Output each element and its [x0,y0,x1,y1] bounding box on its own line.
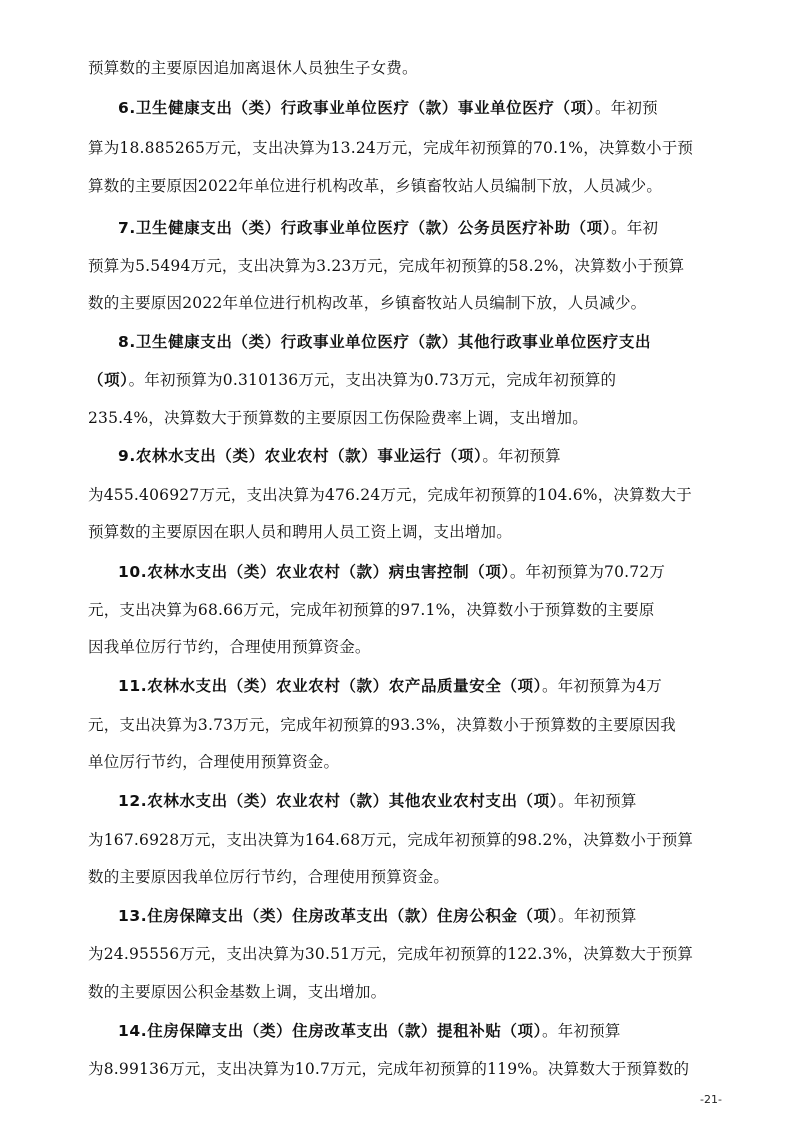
paragraph-item-14 [118,1021,621,1041]
paragraph-line: 数的主要原因2022年单位进行机构改革，乡镇畜牧站人员编制下放，人员减少。 [88,294,647,312]
item-heading: 9.农林水支出（类）农业农村（款）事业运行（项） [118,447,483,465]
paragraph-line: 为455.406927万元，支出决算为476.24万元，完成年初预算的104.6%，决算数大于 [88,486,692,504]
item-text: 。年初预算 [542,1022,621,1040]
item-text: 。年初预 [595,99,658,117]
paragraph-item-7 [118,218,658,238]
item-text: 。年初预算 [558,792,637,810]
paragraph-line: 因我单位厉行节约，合理使用预算资金。 [88,638,371,656]
paragraph-line: 数的主要原因公积金基数上调，支出增加。 [88,983,387,1001]
paragraph-line: 235.4%，决算数大于预算数的主要原因工伤保险费率上调，支出增加。 [88,409,588,427]
item-heading: 12.农林水支出（类）农业农村（款）其他农业农村支出（项） [118,792,559,810]
page-number: -21- [700,1093,722,1106]
item-heading: 6.卫生健康支出（类）行政事业单位医疗（款）事业单位医疗（项） [118,99,596,117]
paragraph-line: 为24.95556万元，支出决算为30.51万元，完成年初预算的122.3%，决算数大于预算 [88,945,694,963]
paragraph-item-10 [118,562,665,582]
item-text: 。年初预算 [482,447,561,465]
paragraph-line: 为167.6928万元，支出决算为164.68万元，完成年初预算的98.2%，决算数小于预算 [88,831,694,849]
item-heading: 7.卫生健康支出（类）行政事业单位医疗（款）公务员医疗补助（项） [118,219,612,237]
paragraph-line: 预算为5.5494万元，支出决算为3.23万元，完成年初预算的58.2%，决算数小于预算 [88,257,685,275]
paragraph-item-12 [118,791,637,811]
paragraph-item-13 [118,906,637,926]
paragraph-line: 元，支出决算为3.73万元，完成年初预算的93.3%，决算数小于预算数的主要原因我 [88,716,676,734]
item-heading: 8.卫生健康支出（类）行政事业单位医疗（款）其他行政事业单位医疗支出 [118,333,652,351]
item-text: 。年初 [611,219,659,237]
item-heading-continued: （项） [88,371,129,389]
paragraph-line: 算数的主要原因2022年单位进行机构改革，乡镇畜牧站人员编制下放，人员减少。 [88,177,663,195]
item-text: 。年初预算 [558,907,637,925]
paragraph-item-8 [118,332,651,352]
paragraph-line [88,370,616,390]
paragraph-item-9 [118,446,561,466]
paragraph-line: 算为18.885265万元，支出决算为13.24万元，完成年初预算的70.1%，决算数小于预 [88,139,694,157]
paragraph-line: 数的主要原因我单位厉行节约，合理使用预算资金。 [88,868,450,886]
paragraph-item-11 [118,676,662,696]
item-text: 。年初预算为4万 [542,677,662,695]
item-heading: 10.农林水支出（类）农业农村（款）病虫害控制（项） [118,563,510,581]
item-heading: 13.住房保障支出（类）住房改革支出（款）住房公积金（项） [118,907,559,925]
paragraph-line: 元，支出决算为68.66万元，完成年初预算的97.1%，决算数小于预算数的主要原 [88,601,655,619]
paragraph-line: 预算数的主要原因追加离退休人员独生子女费。 [88,59,418,77]
item-text: 。年初预算为70.72万 [509,563,666,581]
paragraph-line: 为8.99136万元，支出决算为10.7万元，完成年初预算的119%。决算数大于预算数的 [88,1060,690,1078]
item-text: 。年初预算为0.310136万元，支出决算为0.73万元，完成年初预算的 [128,371,617,389]
paragraph-line: 预算数的主要原因在职人员和聘用人员工资上调，支出增加。 [88,523,512,541]
item-heading: 11.农林水支出（类）农业农村（款）农产品质量安全（项） [118,677,543,695]
paragraph-item-6 [118,98,658,118]
paragraph-line: 单位厉行节约，合理使用预算资金。 [88,753,340,771]
item-heading: 14.住房保障支出（类）住房改革支出（款）提租补贴（项） [118,1022,543,1040]
